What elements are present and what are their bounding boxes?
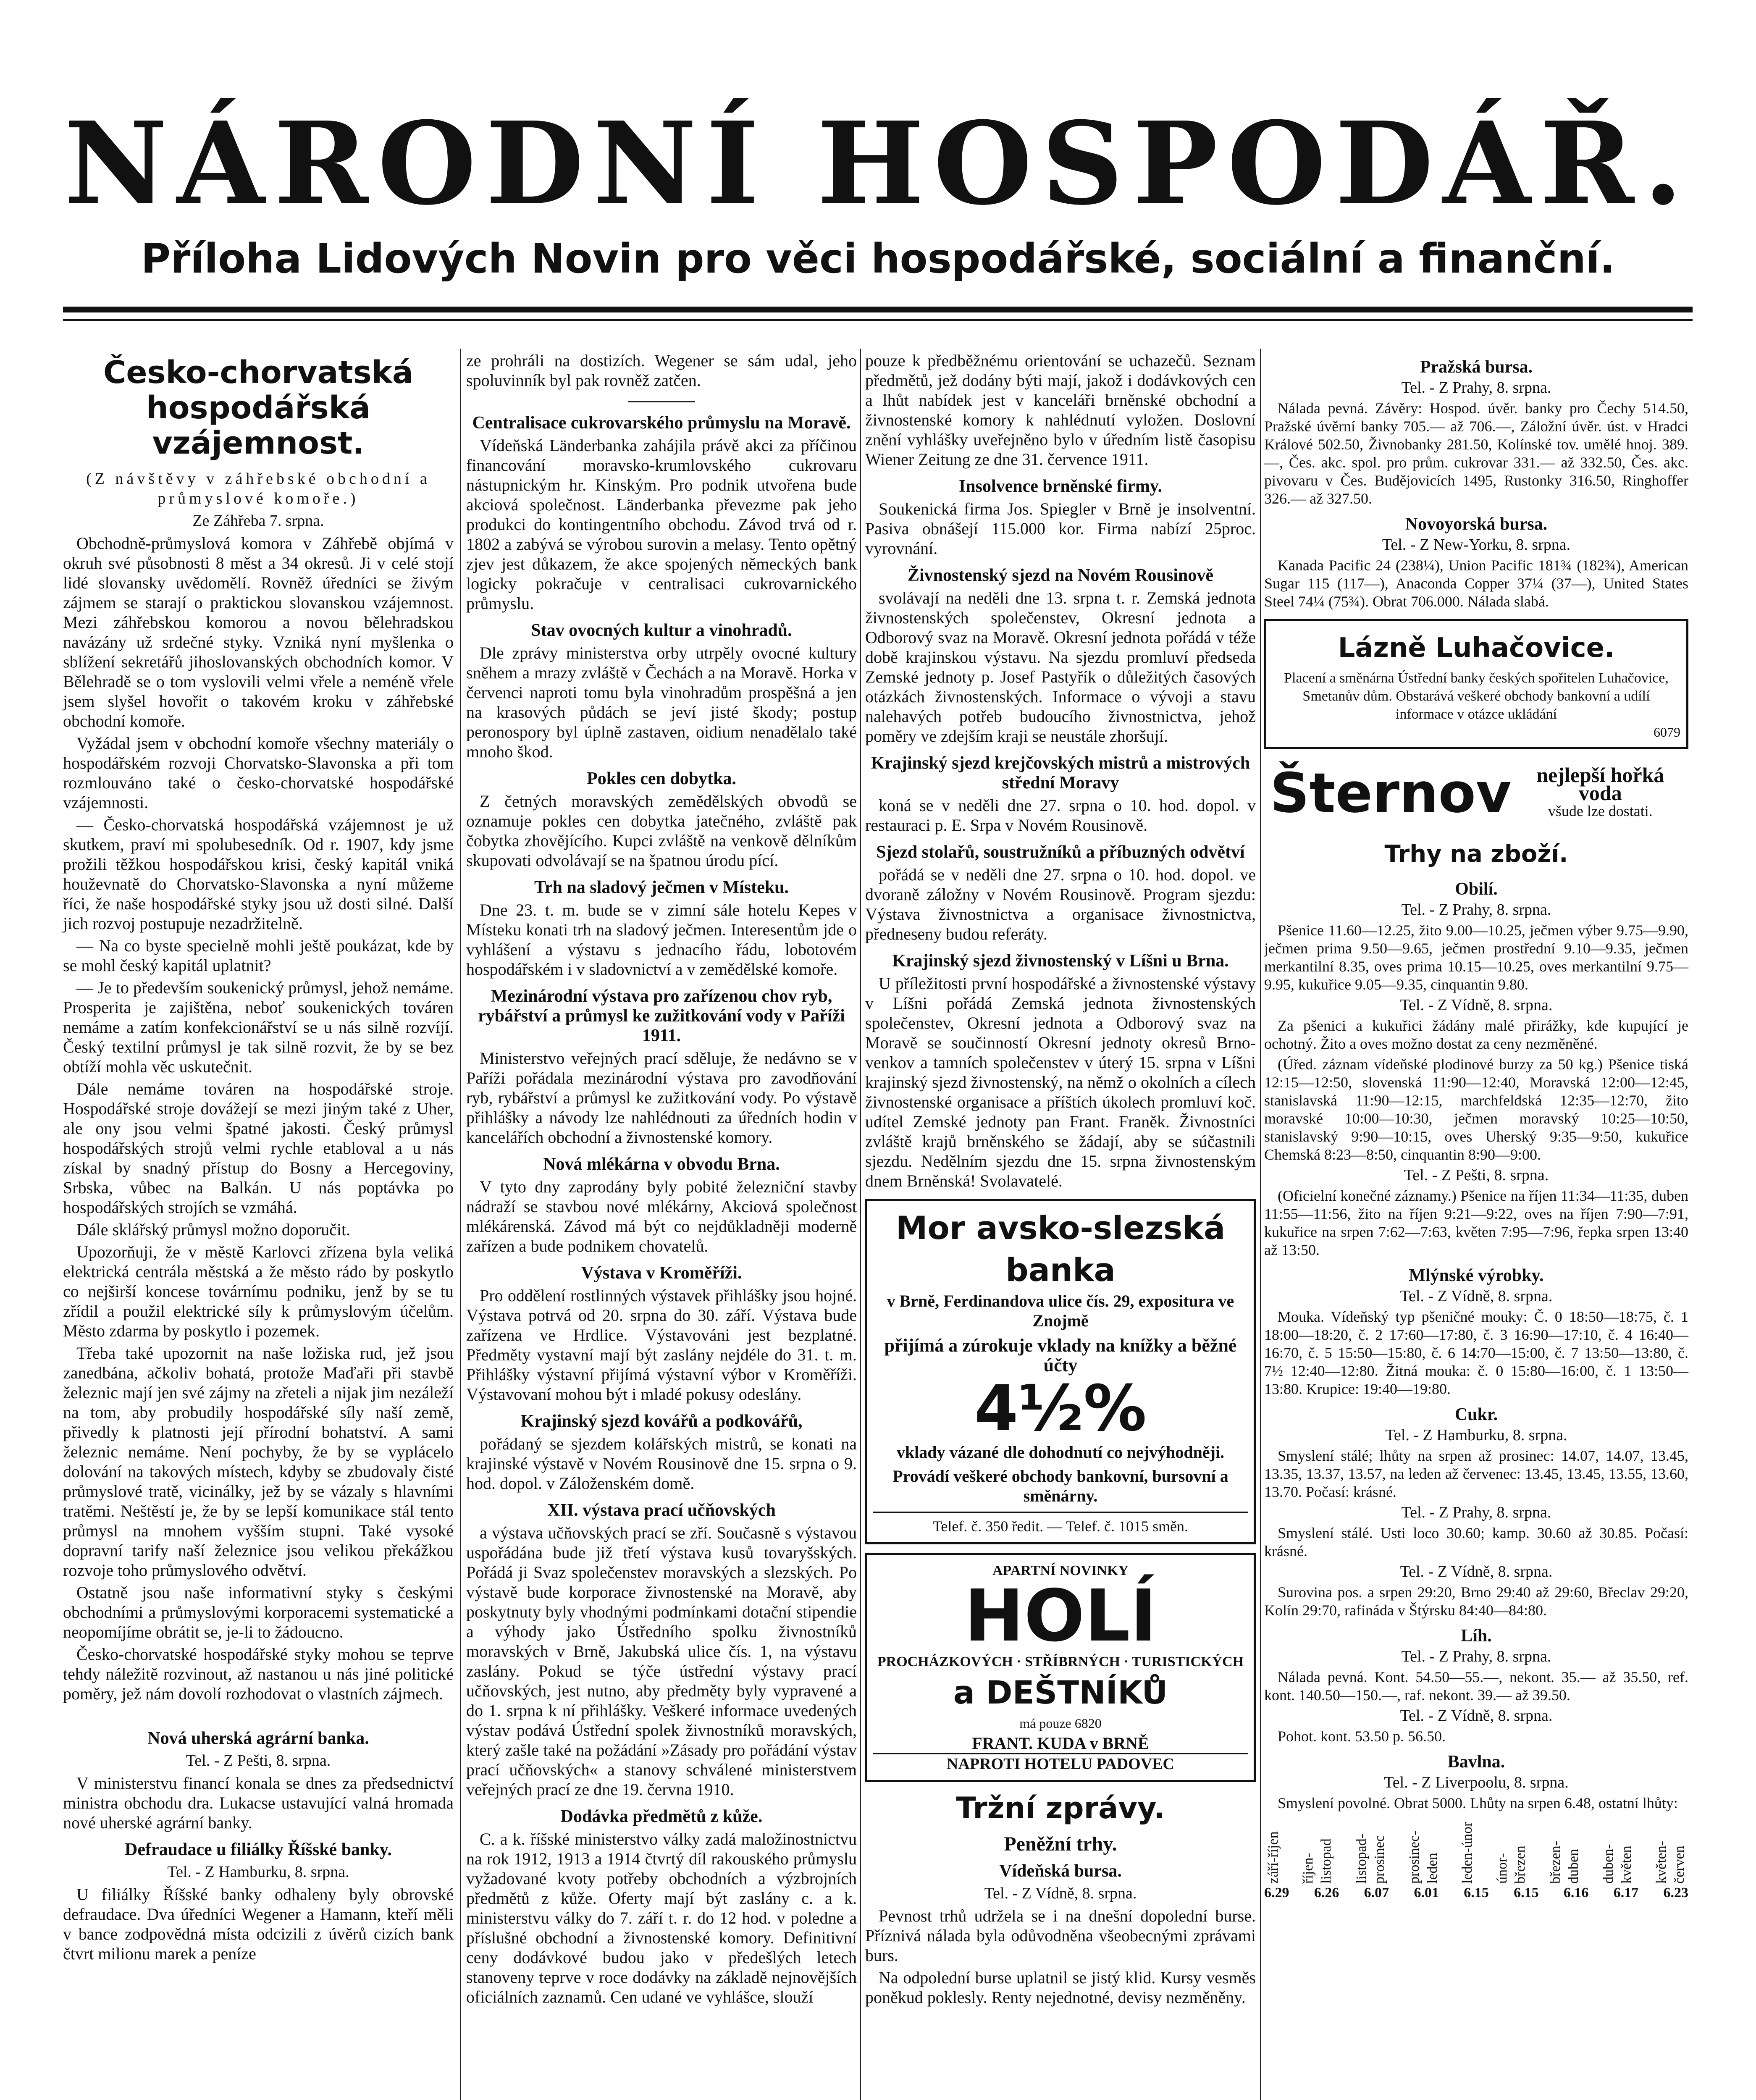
header-rule [63,307,1693,312]
article-paragraph: U příležitosti první hospodářské a živnostenské výstavy v Líšni pořádá Zemská jednota živnostenských společenstev, Okresní jednota a Odborový svaz na Moravě se součinností Okresní jednoty okresů Brno-venkov a tamních společenstev v úterý 15. srpna v Líšni krajinský sjezd živnostenský, na němž o okolních a cílech živnostenské organisace a příštích úkolech promluví koč. udítel Zemské jednoty pan Frant. Franěk. Živnostníci zvláště krajů brněnského se žádají, aby se súčastnili sjezdu. Nedělním sjezdu dne 15. srpna živnostenským dnem Brněnská! Svolavatelé. [865,974,1256,1190]
article-dateline: Tel. - Z Prahy, 8. srpna. [1401,379,1551,396]
article-title: Sjezd stolařů, soustružníků a příbuzných odvětví [876,843,1245,862]
cotton-table-value: 6.15 [1514,1885,1539,1900]
article-paragraph: Vyžádal jsem v obchodní komoře všechny materiály o hospodářském rozvoji Chorvatsko-Slavonska a při tom rozmlouváno také o česko-chorvatské hospodářské vzájemnosti. [63,734,454,812]
article-dateline: Tel. - Z Hamburku, 8. srpna. [167,1863,349,1881]
article-paragraph: Dále nemáme továren na hospodářské stroje. Hospodářské stroje dovážejí se mezi jiným také z Uher, ale ony jsou velmi špatné jakosti. Český průmysl hospodářských strojů velmi rychle etabloval a u nás získal by snadný přístup do Bosny a Hercegoviny, Srbska, vůbec na Balkán. U nás poptávka po hospodářských strojích se vzmáhá. [63,1079,454,1217]
article-paragraph: Dle zprávy ministerstva orby utrpěly ovocné kultury sněhem a mrazy zvláště v Čechách a na Moravě. Horka v červenci naproti tomu byla vinohradům prospěšná a jen na krasových půdách se jeví jisté škody; postup peronospory byl úplně zastaven, oidium nenadělalo také mnoho škod. [466,643,857,761]
cotton-table-value: 6.26 [1314,1885,1339,1900]
section-title: Trhy na zboží. [1384,840,1568,868]
article-dateline: Tel. - Z Pešti, 8. srpna. [186,1752,331,1769]
article-paragraph: (Oficielní konečné záznamy.) Pšenice na říjen 11:34—11:35, duben 11:55—11:56, žito na říjen 9:21—9:22, oves na říjen 7:90—7:91, kukuřice na srpen 7:62—7:63, květen 7:95—7:96, řepka srpen 13:40 až 13:50. [1264,1187,1688,1258]
column-4 [1264,351,1688,1902]
article-title: Insolvence brněnské firmy. [958,477,1163,496]
article-title: Defraudace u filiálky Říšské banky. [125,1840,392,1859]
cotton-table-header: prosinec-leden [1406,1830,1440,1884]
article-title: Nová uherská agrární banka. [147,1729,369,1748]
article-paragraph: V ministerstvu financí konala se dnes za předsednictví ministra obchodu dra. Lukacse ustavující valná hromada nové uherské agrární banky. [63,1774,454,1832]
article-paragraph: Pohot. kont. 53.50 p. 56.50. [1278,1728,1446,1745]
cotton-table-values [1264,1884,1688,1902]
cotton-table-value: 6.07 [1364,1885,1389,1900]
cotton-table-header: leden-únor [1459,1822,1475,1884]
article-paragraph: Soukenická firma Jos. Spiegler v Brně je insolventní. Pasiva obnášejí 115.000 kor. Firma nabízí 25proc. vyrovnání. [865,499,1256,558]
article-paragraph: Smyslení stálé; lhůty na srpen až prosinec: 14.07, 14.07, 13.45, 13.35, 13.37, 13.57, na leden až červenec: 13.45, 13.45, 13.55, 13.60, 13.70. Počasí: krásné. [1264,1447,1688,1500]
article-dateline: Tel. - Z Hamburku, 8. srpna. [1385,1426,1567,1444]
article-paragraph: Smyslení povolné. Obrat 5000. Lhůty na srpen 6.48, ostatní lhůty: [1278,1795,1678,1811]
ad-text: všude lze dostati. [1548,802,1653,819]
article-paragraph: koná se v neděli dne 27. srpna o 10. hod. dopol. v restauraci p. E. Srpa v Novém Rousinově. [865,796,1256,835]
article-dateline: Tel. - Z Vídně, 8. srpna. [1400,1287,1553,1305]
section-subtitle: Peněžní trhy. [1004,1833,1117,1855]
article-dateline: Tel. - Z Vídně, 8. srpna. [1400,996,1553,1014]
ad-code: 6079 [1654,724,1680,740]
article-title: Líh. [1461,1626,1492,1646]
column-2 [466,351,857,2009]
cotton-table-header: duben-květen [1600,1844,1634,1884]
cotton-table-header: květen-červen [1654,1841,1687,1884]
ad-text: PROCHÁZKOVÝCH · STŘÍBRNÝCH · TURISTICKÝCH [877,1654,1244,1670]
article-paragraph: pouze k předběžnému orientování se uchazečů. Seznam předmětů, jež dodány býti mají, jakož i dodávkových cen a lhůt nabídek jest v kanceláři brněnské obchodní a živnostenské komory k nahlédnutí vyložen. Doslovní znění vyhlášky uveřejněno bylo v úředním listě časopisu Wiener Zeitung ze dne 31. července 1911. [865,351,1256,469]
ad-headline: Lázně Luhačovice. [1338,633,1615,664]
cotton-table-value: 6.16 [1563,1885,1589,1900]
article-paragraph: — Je to především soukenický průmysl, jehož nemáme. Prosperita je zajištěna, neboť soukenických továren nemáme a zatím konfekcionářství se u nás silně rozvíjí. Český textilní průmysl je tak silně rozvit, že by se bez obtíží mohla věc uskutečnit. [63,978,454,1076]
article-title: Stav ovocných kultur a vinohradů. [531,621,792,640]
article-paragraph: ze prohráli na dostizích. Wegener se sám udal, jeho spoluvinník byl pak rovněž zatčen. [466,351,857,390]
ad-text: Provádí veškeré obchody bankovní, bursovní a směnárny. [892,1467,1228,1505]
ad-headline: Mor avsko-slezská banka [895,1209,1226,1289]
article-paragraph: Nálada pevná. Kont. 54.50—55.—, nekont. 35.— až 35.50, ref. kont. 140.50—150.—, raf. nekont. 39.— až 39.50. [1264,1669,1688,1704]
article-paragraph: Mouka. Vídeňský typ pšeničné mouky: Č. 0 18:50—18:75, č. 1 18:00—18:20, č. 2 17:60—17:80, č. 3 16:90—17:10, č. 4 16:40—16:70, č. 5 15:50—15:80, č. 6 14:70—15:00, č. 7 13:50—13:80, č. 7½ 12:40—12:80. Žitná mouka: č. 0 15:80—16:00, č. 1 13:50—13:80. Krupice: 19:40—19:80. [1264,1308,1688,1397]
ad-brand: Šternov [1270,761,1512,825]
cotton-table-header: březen-duben [1547,1841,1581,1884]
article-title: Krajinský sjezd živnostenský v Líšni u Brna. [892,951,1229,971]
column-1 [63,351,454,1966]
cotton-table-value: 6.17 [1613,1885,1639,1900]
article-paragraph: — Česko-chorvatská hospodářská vzájemnost je už skutkem, praví mi spolubesedník. Od r. 1907, kdy jsme prožili těžkou hospodářskou krisi, český kapitál vniká houževnatě do Chorvatsko-Slavonska a nyní můžeme říci, že naše hospodářské styky jsou už dosti silné. Další jich rozvoj postupuje nezadržitelně. [63,815,454,933]
article-title: Trh na sladový ječmen v Místeku. [534,878,789,897]
cotton-table-header: únor-březen [1494,1845,1528,1884]
article-paragraph: Pro oddělení rostlinných výstavek přihlášky jsou hojné. Výstava potrvá od 20. srpna do 30. září. Výstava bude zařízena ve Hrdlice. Výstavováni jest bezplatné. Předměty vystavní mají být zaslány nejdéle do 31. t. m. Přihlášky výstavní přijímá výstavní výbor v Kroměříži. Výstavovaní mohou být i mladé pokusy odeslány. [466,1286,857,1404]
article-paragraph: Kanada Pacific 24 (238¼), Union Pacific 181¾ (182¾), American Sugar 115 (117—), Anaconda Copper 37¼ (37—), United States Steel 74¼ (75¾). Obrat 706.000. Nálada slabá. [1264,557,1688,610]
article-paragraph: Surovina pos. a srpen 29:20, Brno 29:40 až 29:60, Břeclav 29:20, Kolín 29:70, rafináda v Štýrsku 84:40—84:80. [1264,1584,1688,1619]
article-kicker: (Z návštěvy v záhřebské obchodní a průmyslové komoře.) [86,470,430,507]
article-paragraph: Ministerstvo veřejných prací sděluje, že nedávno se v Paříži pořádala mezinárodní výstava pro zavodňování ryb, rybářství a průmysl ke zužitkování vody. Po výstavě přihlášky a návody lze nahlédnouti za úředních hodin v kancelářích obchodní a živnostenské komory. [466,1049,857,1147]
article-paragraph: Dne 23. t. m. bude se v zimní sále hotelu Kepes v Místeku konati trh na sladový ječmen. Interesentům jde o vyhlášení a výstavu s jednacího řádu, lobotovém hospodářském i v sladovnictví a v zemědělské komoře. [466,900,857,979]
article-paragraph: Nálada pevná. Závěry: Hospod. úvěr. banky pro Čechy 514.50, Pražské úvěrní banky 705.— až 706.—, Záložní úvěr. úst. v Hradci Králové 502.50, Živnobanky 281.50, Kolínské tov. umělé hnoj. 389.—, Čes. akc. spol. pro prům. cukrovar 331.— až 332.50, Čes. akc. pivovaru v Čes. Budějovicích 1495, Rustonky 316.50, Ringhoffer 326.— až 327.50. [1264,400,1688,507]
article-title: Cukr. [1454,1405,1498,1424]
column-divider [460,349,461,2100]
cotton-table-value: 6.01 [1414,1885,1439,1900]
article-dateline: Tel. - Z Prahy, 8. srpna. [1401,1504,1551,1521]
column-divider [860,349,861,2100]
umbrella-advertisement [865,1553,1256,1782]
article-title: Nová mlékárna v obvodu Brna. [543,1155,780,1174]
article-paragraph: Česko-chorvatské hospodářské styky mohou se teprve tehdy náležitě rozvinout, až nastanou u nás jiné politické poměry, jež nám dovolí rozhodovat o vlastních zájmech. [63,1645,454,1703]
article-title: Bavlna. [1447,1752,1505,1772]
article-paragraph: Na odpolední burse uplatnil se jistý klid. Kursy vesměs poněkud poklesly. Renty nejednotné, devisy nezměněny. [865,1968,1256,2007]
article-title: Pražská bursa. [1420,357,1533,377]
bank-advertisement [865,1199,1256,1544]
article-paragraph: Vídeňská Länderbanka zahájila právě akci za příčinou financování moravsko-krumlovského cukrovaru nástupnickým hr. Kinským. Pro podnik utvořena bude akciová společnost. Länderbanka převezme pak jeho produkci do kontingentního obchodu. Závod trvá od r. 1802 a zabývá se výrobou surovin a melasy. Tento opětný zjev jest důkazem, že akce spojených německých bank logicky pokračuje v centralisaci cukrovarnického průmyslu. [466,436,857,613]
ad-text: vklady vázané dle dohodnutí co nejvýhodněji. [896,1443,1225,1462]
article-title: Dodávka předmětů z kůže. [560,1807,763,1826]
ad-text: má pouze [1019,1716,1071,1731]
article-title: Centralisace cukrovarského průmyslu na Moravě. [472,413,851,433]
ad-phone: Telef. č. 350 ředit. — Telef. č. 1015 směn. [873,1512,1248,1536]
article-paragraph: a výstava učňovských prací se zří. Současně s výstavou uspořádána bude již třetí výstava kusů tovaryšských. Pořádá ji Svaz společenstev moravských a slezských. Po výstavě bude korporace živnostenské na Moravě, aby poskytnuty byly vhodnými podmínkami dotační stipendie a výhody jako Ústředního spolku živnostníků moravských v Brně, Jakubská ulice čís. 1, na výstavu zaslány. Pokud se týče ústřední výstavy prací učňovských, jest nutno, aby předměty byly vypravené a do 1. srpna k ní přihlášky. Veškeré informace uvedených výstav podává Ústřední spolek živnostníků moravských, který zašle také na požádání »Zásady pro pořádání výstav prací učňovských« a stanovy schválené ministerstvem veřejných prací ze dne 19. června 1910. [466,1523,857,1799]
article-paragraph: — Na co byste specielně mohli ještě poukázat, kde by se mohl český kapitál uplatnit? [63,936,454,975]
article-dateline: Tel. - Z Vídně, 8. srpna. [1400,1563,1553,1580]
article-paragraph: C. a k. říšské ministerstvo války zadá maložinostnictvu na rok 1912, 1913 a 1914 čtvrtý díl rakouského průmyslu vyžadované kvoty potřeby obchodních a výzbrojních předmětů z kůže. Oferty mají být zaslány c. a k. ministerstvu války do 7. září t. r. do 12 hod. v poledne a příslušné obchodní a živnostenské komory. Definitivní ceny dodávkové budou jako v předešlých letech stanoveny teprve v roce dodávky na základě nejnovějších oficiálních zaznamů. Cen udané ve vyhlášce, slouží [466,1830,857,2006]
article-paragraph: Smyslení stálé. Usti loco 30.60; kamp. 30.60 až 30.85. Počasí: krásné. [1264,1525,1688,1559]
ad-text: a DEŠTNÍKŮ [953,1674,1168,1711]
article-dateline: Tel. - Z Prahy, 8. srpna. [1401,1648,1551,1665]
article-paragraph: Z četných moravských zemědělských obvodů se oznamuje pokles cen dobytka jatečného, zvláště pak čobytka zhovějícího. Kupci zvláště na venkově dělníkům skupovati odvolávají se na špatnou úrodu pící. [466,792,857,870]
article-title: Mezinárodní výstava pro zařízenou chov ryb, rybářství a průmysl ke zužitkování vody v Paříži 1911. [478,987,845,1045]
ad-location: NAPROTI HOTELU PADOVEC [873,1753,1248,1774]
cotton-table-header: listopad-prosinec [1353,1834,1387,1884]
article-dateline: Tel. - Z Liverpoolu, 8. srpna. [1384,1774,1569,1791]
article-paragraph: U filiálky Říšské banky odhaleny byly obrovské defraudace. Dva úředníci Wegener a Hamann, kteří měli v bance zodpovědná místa odcizili z úvěrů cizích bank čtvrt milionu marek a peníze [63,1885,454,1963]
separator [628,401,695,402]
spa-advertisement [1264,619,1688,749]
article-paragraph: Pšenice 11.60—12.25, žito 9.00—10.25, ječmen výber 9.75—9.90, ječmen prima 9.50—9.65, ječmen prostřední 9.10—9.35, ječmen merkantilní 8.35, oves prima 10.15—10.25, oves merkantilní 9.75—9.95, kukuřice 9.05—9.35, cinquantin 9.80. [1264,922,1688,993]
article-paragraph: Obchodně-průmyslová komora v Záhřebě objímá v okruh své působnosti 8 měst a 34 okresů. Ji v celé stojí lidé slovansky uvědomělí. Rovněž úředníci se živým zájmem se starají o praktickou slovanskou vzájemnost. Mezi záhřebskou komorou a novou bělehradskou navázány už srdečné styky. Vzniká nyní myšlenka o sblížení sekretářů jihoslovanských obchodních komor. V Bělehradě se o tom vyslovili velmi vřele a neméně vřele jsem slyšel hovořit o takovém kroku v záhřebské obchodní komoře. [63,534,454,730]
cotton-table [1264,1816,1688,1902]
article-title: Krajinský sjezd krejčovských mistrů a mistrových střední Moravy [871,753,1250,793]
article-paragraph: (Úřed. záznam vídeňské plodinové burzy za 50 kg.) Pšenice tiská 12:15—12:50, slovenská 11:90—12:40, Moravská 12:00—12:45, stanislavská 11:90—12:15, marchfeldská 12:35—12:70, žito moravské 10:00—10:30, ječmen moravský 10:25—10:50, stanislavský 9:90—10:15, oves Uherský 9:35—9:50, kukuřice Chemská 8:23—8:50, cinquantin 8:90—9:00. [1264,1056,1688,1163]
ad-code: 6820 [1074,1716,1102,1731]
cotton-table-headers [1264,1816,1688,1884]
article-dateline: Tel. - Z Vídně, 8. srpna. [984,1885,1137,1902]
cotton-table-value: 6.23 [1663,1885,1688,1900]
article-title: Mlýnské výrobky. [1409,1266,1544,1285]
ad-slogan: nejlepší hořká voda [1536,763,1664,805]
article-paragraph: svolávají na neděli dne 13. srpna t. r. Zemská jednota živnostenských společenstev, Okresní jednota a Odborový svaz na Moravě. Okresní jednota pořádá v téže době krajinskou výstavu. Na sjezdu promluví předseda Zemské jednoty p. Josef Pastyřík o důležitých časových otázkách živnostenských. Informace o vývoji a stavu nalehavých potřeb budoucího živnostnictva, jehož poměry ve zdejším kraji se neustále zhoršují. [865,588,1256,746]
cotton-table-header: září-říjen [1265,1831,1281,1884]
article-paragraph: pořádá se v neděli dne 27. srpna o 10. hod. dopol. ve dvoraně záložny v Novém Rousinově. Program sjezdu: Výstava živnostnictva a organisace živnostnictva, předneseny budou referáty. [865,865,1256,943]
article-title: XII. výstava prací učňovských [547,1501,776,1520]
article-title: Krajinský sjezd kovářů a podkovářů, [520,1412,803,1431]
cotton-table-header: říjen-listopad [1300,1838,1334,1884]
masthead-title: NÁRODNÍ HOSPODÁŘ. [64,97,1692,230]
article-title: Pokles cen dobytka. [587,769,736,788]
article-paragraph: Pevnost trhů udržela se i na dnešní dopolední burse. Příznivá nálada byla odůvodněna všeobecnými zprávami burs. [865,1906,1256,1965]
article-paragraph: pořádaný se sjezdem kolářských mistrů, se konati na krajinské výstavě v Novém Rousinově dne 15. srpna o 9. hod. dopol. v Záloženském domě. [466,1434,857,1493]
article-title: Vídeňská bursa. [999,1861,1122,1881]
article-dateline: Tel. - Z Prahy, 8. srpna. [1401,901,1551,919]
column-3 [865,351,1256,2010]
article-title: Novoyorská bursa. [1405,514,1548,534]
header-rule-thin [63,319,1693,321]
article-paragraph: V tyto dny zaprodány byly pobité železniční stavby nádraží se stavbou nové mlékárny, Akciová společnost mlékárenská. Závod má být co nejdůkladněji moderně zařízen a bude podnikem chovatelů. [466,1177,857,1255]
article-paragraph: Dále sklářský průmysl možno doporučit. [76,1220,351,1239]
article-paragraph: Za pšenici a kukuřici žádány malé přirážky, kde kupující je ochotný. Žito a oves možno dostat za ceny nezměněné. [1264,1017,1688,1052]
ad-headline: HOLÍ [964,1575,1157,1658]
article-dateline: Tel. - Z Pešti, 8. srpna. [1404,1166,1549,1184]
article-paragraph: Upozorňuji, že v městě Karlovci zřízena byla veliká elektrická centrála městská a že město rádo by poskytlo co nejširší koncese továrnímu podniku, jenž by se tu zřídil a použil elektrické síly k průmyslovým účelům. Město zdarma by poskytlo i pozemek. [63,1242,454,1340]
article-dateline: Tel. - Z Vídně, 8. srpna. [1400,1707,1553,1725]
ad-text: Placení a směnárna Ústřední banky českých spořitelen Luhačovice, Smetanův dům. Obstarává veškeré obchody bankovní a udílí informace v otázce ukládání [1284,670,1669,722]
cotton-table-value: 6.15 [1464,1885,1489,1900]
ad-rate: 4½% [974,1372,1147,1445]
article-dateline: Ze Záhřeba 7. srpna. [192,512,324,530]
ad-address: v Brně, Ferdinandova ulice čís. 29, expositura ve Znojmě [887,1292,1234,1330]
cotton-table-value: 6.29 [1264,1885,1289,1900]
water-advertisement [1264,758,1688,828]
ad-text: přijímá a zúrokuje vklady na knížky a běžné účty [884,1335,1237,1376]
article-paragraph: Třeba také upozornit na naše ložiska rud, jež jsou zanedbána, ačkoliv bohatá, protože Maďaři při stavbě železnic mají jen své zájmy na zřeteli a nijak jim nezáleží na tom, aby probudily hospodářské síly naší země, přivedly k platnosti její přírodní bohatství. A sami železnic nemáme. Není pochyby, že by se vyplácelo dolování na takových místech, kdyby se zbudovaly čisté průmyslové tratě, vicinálky, jež by se vázaly s hlavními tratěmi. Neštěstí je, že by se lepší komunikace stál tento průmysl na mnohem vyšším stupni. Také vysoké dopravní tarify naší železnice jsou velikou překážkou rozvoje toho průmyslového odvětví. [63,1344,454,1580]
article-title: Česko-chorvatská hospodářská vzájemnost. [103,354,413,461]
article-title: Živnostenský sjezd na Novém Rousinově [907,566,1214,585]
article-title: Obilí. [1455,879,1498,899]
masthead-subtitle: Příloha Lidových Novin pro věci hospodářské, sociální a finanční. [141,235,1615,282]
column-divider [1260,349,1261,2100]
article-title: Výstava v Kroměříži. [581,1263,742,1283]
ad-firm: FRANT. KUDA v BRNĚ [972,1734,1149,1753]
article-dateline: Tel. - Z New-Yorku, 8. srpna. [1382,536,1571,554]
ad-text: APARTNÍ NOVINKY [992,1563,1129,1578]
section-title: Tržní zprávy. [956,1791,1165,1825]
article-paragraph: Ostatně jsou naše informativní styky s českými obchodními a průmyslovými korporacemi systematické a neopomíjíme obrátit se, je-li to žádoucno. [63,1583,454,1641]
